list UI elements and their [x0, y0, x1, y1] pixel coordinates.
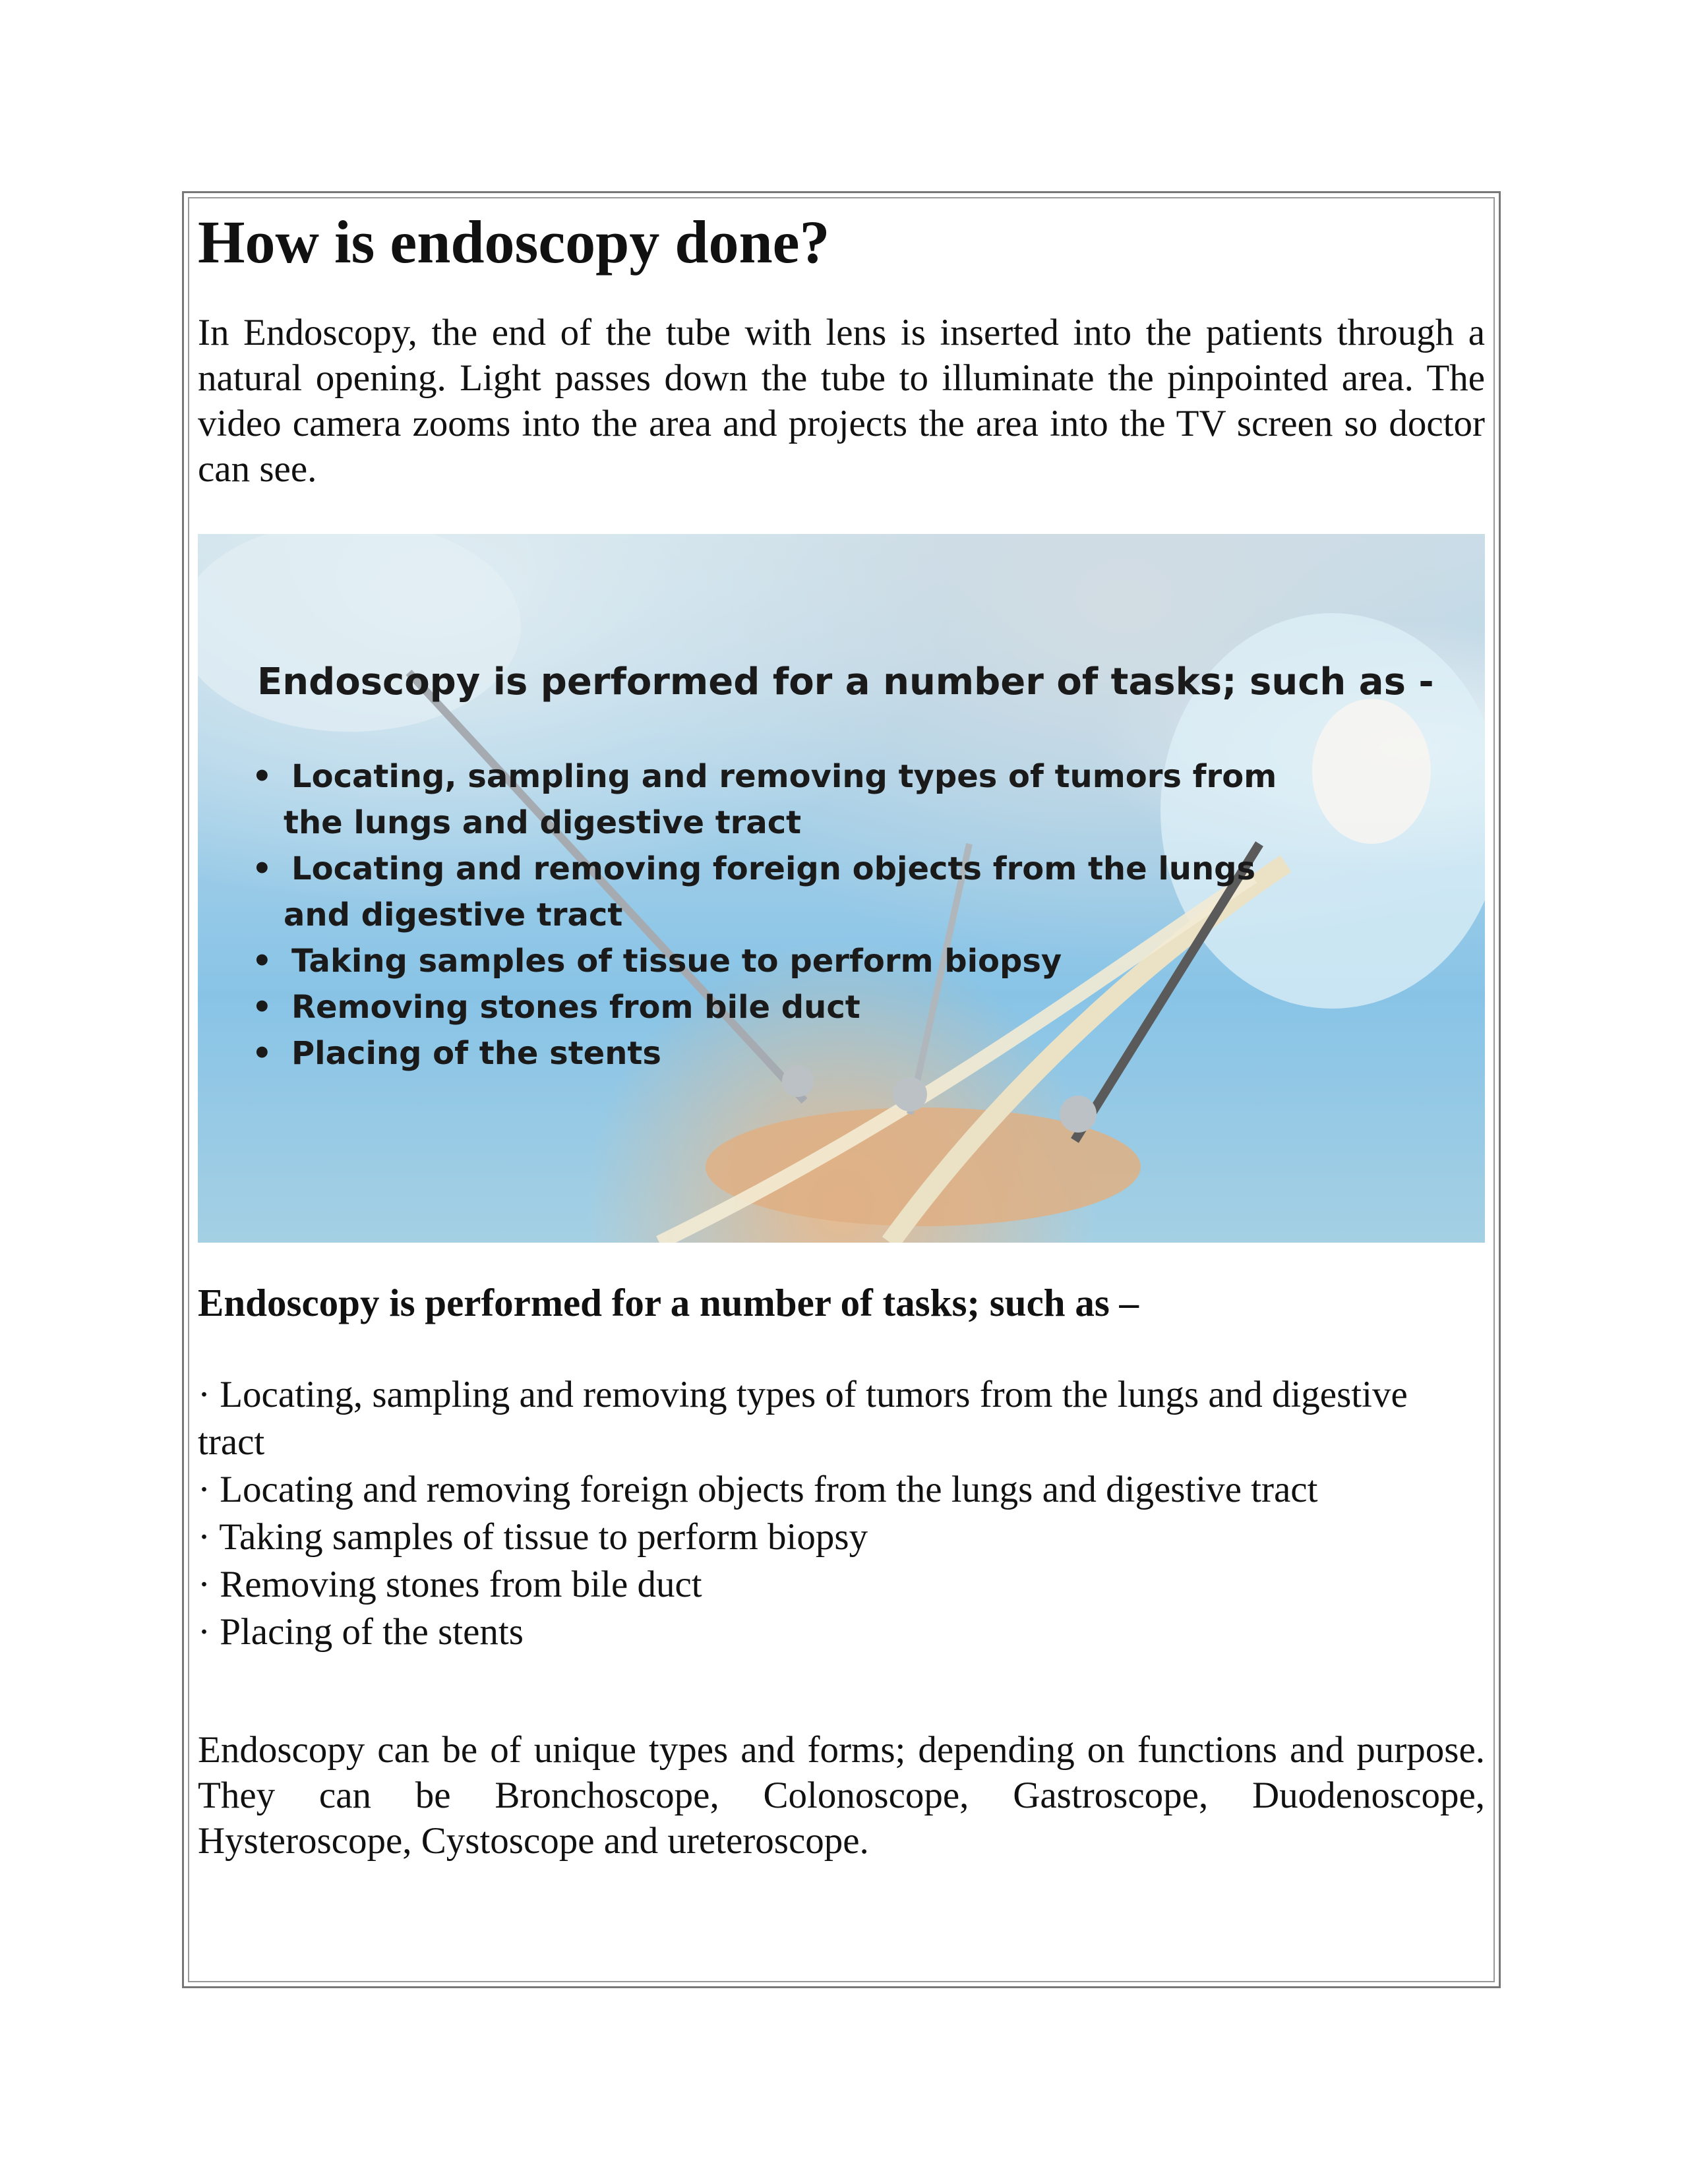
- photo-item-line: Locating and removing foreign objects from the lungs: [291, 850, 1256, 887]
- photo-list-item: [252, 984, 1277, 1030]
- photo-item-line: Locating, sampling and removing types of tumors from: [291, 758, 1277, 795]
- closing-paragraph: Endoscopy can be of unique types and forms; depending on functions and purpose. They can be Bronchoscope, Colonoscope, Gastroscope, Duodenoscope, Hysteroscope, Cystoscope and ureteroscope.: [198, 1729, 1485, 1862]
- photo-list-item: [252, 1030, 1277, 1077]
- photo-item-line: Placing of the stents: [291, 1035, 661, 1072]
- photo-item-line: Taking samples of tissue to perform biopsy: [291, 943, 1062, 980]
- list-item: · Locating, sampling and removing types of tumors from the lungs and digestive tract: [198, 1374, 1408, 1463]
- page-title: How is endoscopy done?: [198, 208, 830, 276]
- list-item: · Taking samples of tissue to perform biopsy: [198, 1516, 868, 1558]
- intro-paragraph: In Endoscopy, the end of the tube with lens is inserted into the patients through a natural opening. Light passes down the tube to illuminate the pinpointed area. The video camera zooms into the area and projects the area into the TV screen so doctor can see.: [198, 312, 1485, 490]
- task-list: [198, 1371, 1485, 1656]
- section-heading: Endoscopy is performed for a number of tasks; such as –: [198, 1281, 1139, 1324]
- bullet-glyph: •: [252, 1035, 272, 1072]
- photo-list-item: [252, 753, 1277, 846]
- list-item: · Removing stones from bile duct: [198, 1564, 702, 1605]
- bullet-glyph: •: [252, 850, 272, 887]
- photo-item-continuation: the lungs and digestive tract: [284, 804, 802, 841]
- list-item: · Placing of the stents: [198, 1611, 524, 1653]
- bullet-glyph: •: [252, 989, 272, 1026]
- list-item: · Locating and removing foreign objects from the lungs and digestive tract: [198, 1469, 1318, 1510]
- photo-task-list: [252, 753, 1277, 1077]
- photo-list-item: [252, 938, 1277, 984]
- photo-item-line: Removing stones from bile duct: [291, 989, 860, 1026]
- surgery-photo: [198, 534, 1485, 1243]
- bullet-glyph: •: [252, 943, 272, 980]
- photo-heading: Endoscopy is performed for a number of tasks; such as -: [257, 661, 1434, 703]
- bullet-glyph: •: [252, 758, 272, 795]
- photo-item-continuation: and digestive tract: [284, 897, 623, 933]
- photo-list-item: [252, 846, 1277, 938]
